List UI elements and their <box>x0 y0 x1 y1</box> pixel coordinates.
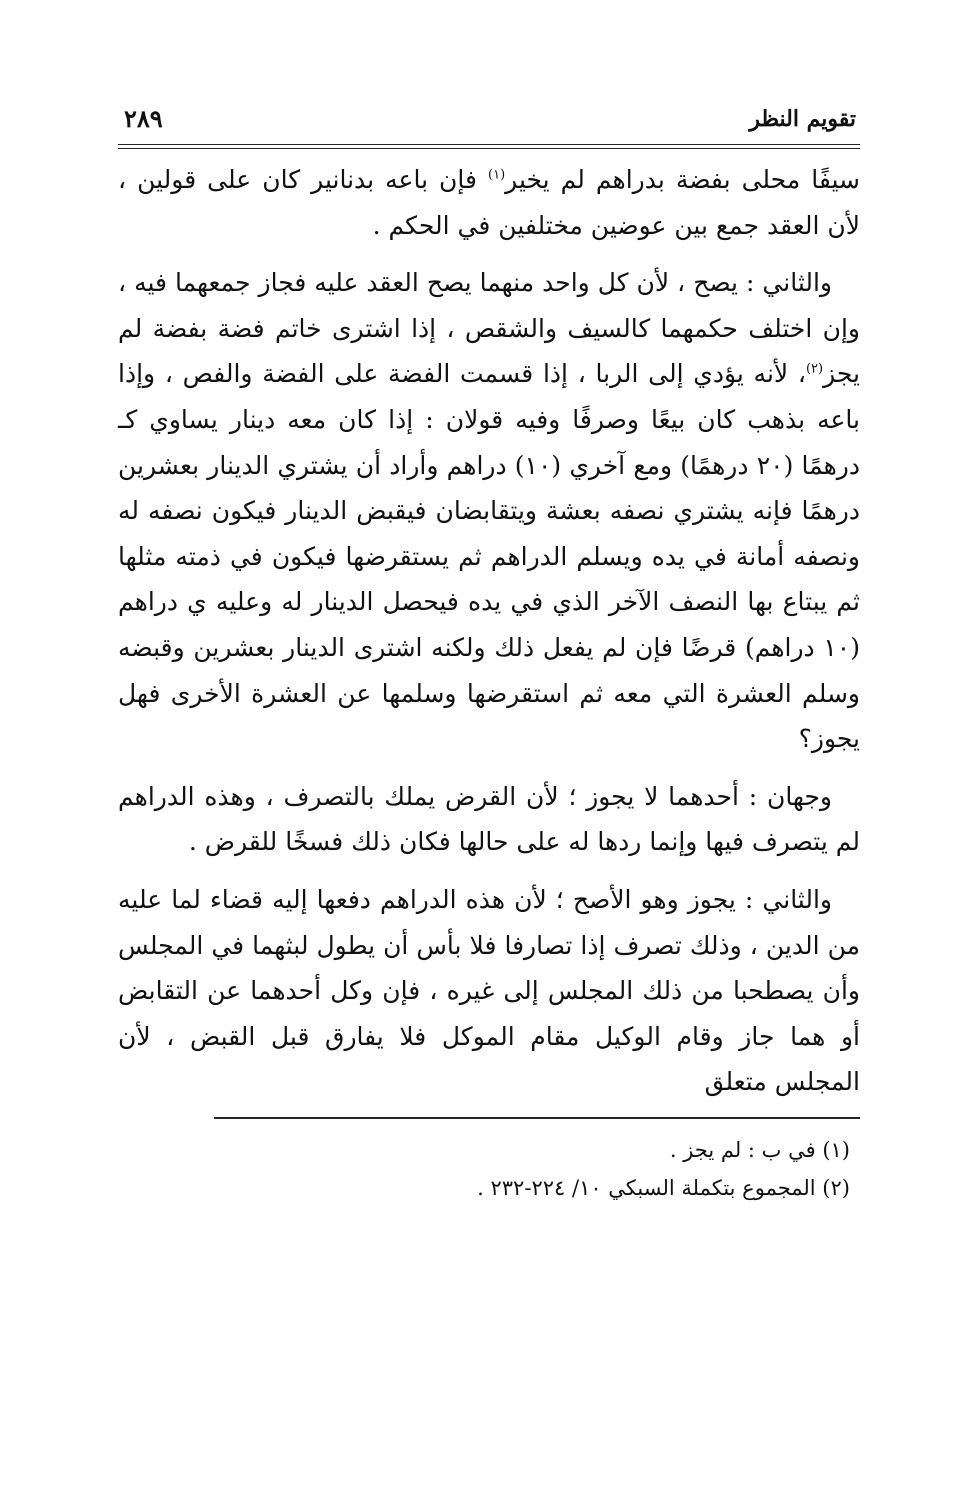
footnote-mark-2: (٢) <box>805 362 824 378</box>
paragraph-2-end: ، لأنه يؤدي إلى الربا ، إذا قسمت الفضة على الفضة والفص ، وإذا باعه بذهب كان بيعًا وصرفًا وفيه قولان : إذا كان معه دينار يساوي كـ درهمًا (٢٠ درهمًا) ومع آخري (١٠) دراهم وأراد أن يشتري الدينار بعشرين درهمًا فإنه يشتري نصفه بعشة ويتقابضان فيقبض الدينار فيكون نصفه له ونصفه أمانة في يده ويسلم الدراهم ثم يستقرضها فيكون في ذمته مثلها ثم يبتاع بها النصف الآخر الذي في يده فيحصل الدينار له وعليه ي دراهم (١٠ دراهم) قرضًا فإن لم يفعل ذلك ولكنه اشترى الدينار بعشرين وقبضه وسلم العشرة التي معه ثم استقرضها وسلمها عن العشرة الأخرى فهل يجوز؟ <box>118 359 860 754</box>
footnote-mark-1: (١) <box>488 167 506 183</box>
paragraph-2 <box>118 260 860 762</box>
footnotes <box>118 1131 860 1207</box>
paragraph-1-line-2: العقد جمع بين عوضين مختلفين في الحكم . <box>372 210 820 240</box>
footnote-rule <box>214 1117 860 1119</box>
running-header <box>118 100 860 142</box>
paragraph-2-start: والثاني : يصح ، لأن كل واحد منهما يصح العقد عليه فجاز جمعهما فيه ، وإن اختلف حكمهما كالسيف والشقص ، إذا اشترى خاتم فضة بفضة لم يجز <box>118 268 860 389</box>
header-rule <box>118 144 860 149</box>
page-number: ٢٨٩ <box>124 104 163 133</box>
footnote-1: (١) في ب : لم يجز . <box>669 1137 850 1162</box>
paragraph-1-start: سيفًا محلى بفضة بدراهم لم يخير <box>505 165 860 194</box>
paragraph-3: وجهان : أحدهما لا يجوز ؛ لأن القرض يملك بالتصرف ، وهذه الدراهم لم يتصرف فيها وإنما ردها له على حالها فكان ذلك فسخًا للقرض . <box>118 781 860 857</box>
body-text <box>118 157 860 1105</box>
paragraph-1 <box>118 157 860 248</box>
paragraph-1-end: فإن باعه بدنانير كان على قولين ، لأن <box>118 165 860 240</box>
document-page <box>118 100 860 1207</box>
running-title: تقويم النظر <box>749 106 856 132</box>
footnote-2: (٢) المجموع بتكملة السبكي ١٠/ ٢٢٤-٢٣٢ . <box>477 1175 850 1200</box>
paragraph-4: والثاني : يجوز وهو الأصح ؛ لأن هذه الدراهم دفعها إليه قضاء لما عليه من الدين ، وذلك تصرف إذا تصارفا فلا بأس أن يطول لبثهما في المجلس وأن يصطحبا من ذلك المجلس إلى غيره ، فإن وكل أحدهما عن التقابض أو هما جاز وقام الوكيل مقام الموكل فلا يفارق قبل القبض ، لأن المجلس متعلق <box>118 884 860 1097</box>
